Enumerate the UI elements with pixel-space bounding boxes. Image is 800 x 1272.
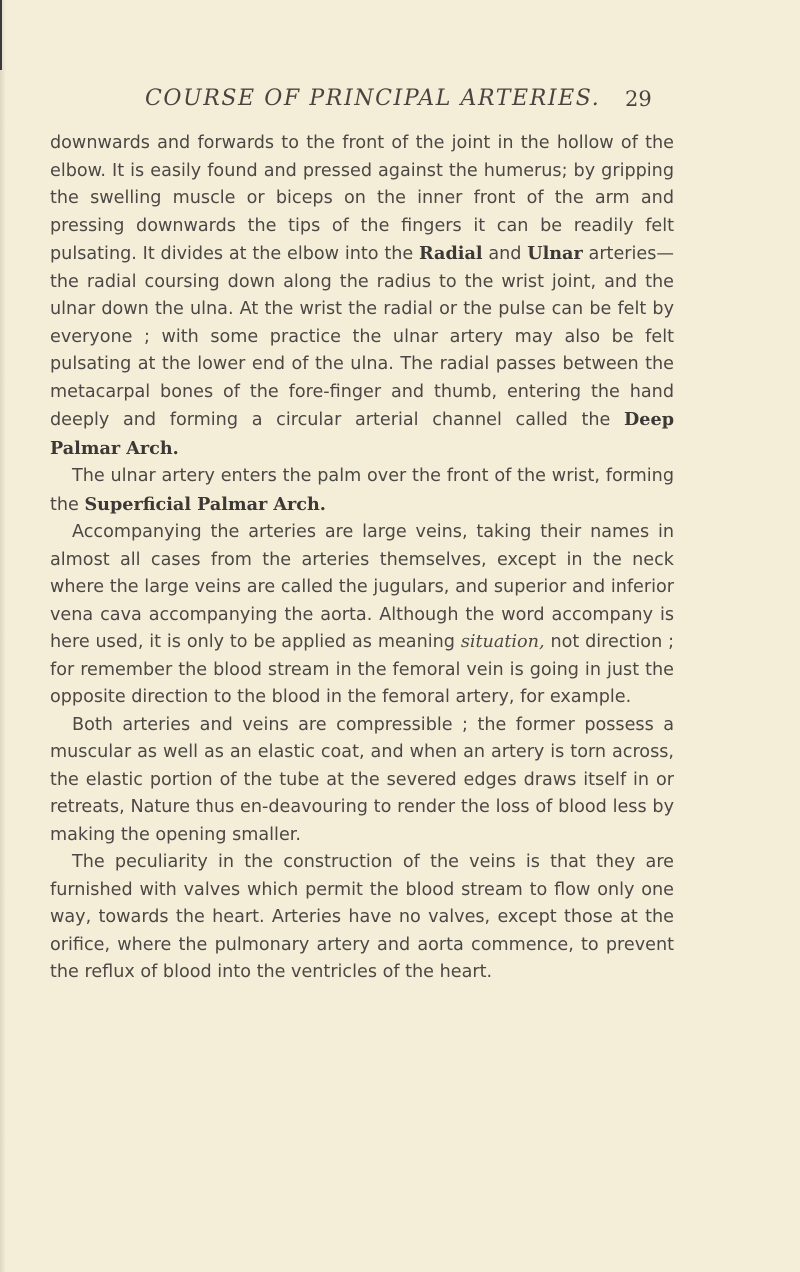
text-segment: The peculiarity in the construction of the veins is that they are furnished with valves which permit the blood stream to flow only one way, towards the heart. Arteries have no valves, except those at the orifice, where the pulmonary artery and aorta commence, to prevent the reflux of blood into the ventricles of the heart.	[50, 852, 674, 982]
paragraph-valves	[50, 849, 674, 987]
term-radial: Radial	[419, 243, 483, 264]
text-segment: and	[482, 244, 528, 264]
paragraph-brachial-radial-ulnar	[50, 130, 674, 463]
term-ulnar: Ulnar	[527, 243, 583, 264]
term-superficial-palmar-arch: Superficial Palmar Arch.	[84, 493, 326, 515]
text-segment: downwards and forwards to the front of the joint in the hollow of the elbow. It is easily found and pressed against the humerus; by gripping the swelling muscle or biceps on the inner front of the arm and pressing downwards the tips of the fingers it can be readily felt pulsating. It divides at the elbow into the	[50, 133, 674, 264]
paragraph-veins	[50, 519, 674, 712]
page-header	[0, 86, 800, 122]
emphasis-situation: situation,	[460, 632, 545, 652]
term-deep-palmar-arch: Deep Palmar Arch.	[50, 409, 674, 459]
text-segment: not direction ; for remember the blood stream in the femoral vein is going in just the opposite direction to the blood in the femoral artery, for example.	[50, 632, 675, 707]
text-segment: The ulnar artery enters the palm over the front of the wrist, forming the	[50, 466, 674, 515]
running-head: COURSE OF PRINCIPAL ARTERIES.	[145, 86, 601, 111]
body-text	[50, 130, 674, 987]
text-segment: arteries—the radial coursing down along the radius to the wrist joint, and the ulnar down the ulna. At the wrist the radial or the pulse can be felt by everyone ; with some practice the ulnar artery may also be felt pulsating at the lower end of the ulna. The radial passes between the metacarpal bones of the fore-finger and thumb, entering the hand deeply and forming a circular arterial channel called the	[50, 244, 674, 430]
paragraph-ulnar-palm	[50, 463, 674, 519]
page-number: 29	[625, 87, 652, 111]
paragraph-compressible	[50, 712, 674, 850]
text-segment: Both arteries and veins are compressible ; the former possess a muscular as well as an elastic coat, and when an artery is torn across, the elastic portion of the tube at the severed edges draws itself in or retreats, Nature thus en-deavouring to render the loss of blood less by making the opening smaller.	[50, 714, 674, 845]
page-edge-line	[0, 0, 2, 70]
text-segment: Accompanying the arteries are large veins, taking their names in almost all cases from the arteries themselves, except in the neck where the large veins are called the jugulars, and superior and inferior vena cava accompanying the aorta. Although the word accompany is here used, it is only to be applied as meaning	[50, 522, 674, 652]
page-gutter-shadow	[0, 0, 6, 1272]
